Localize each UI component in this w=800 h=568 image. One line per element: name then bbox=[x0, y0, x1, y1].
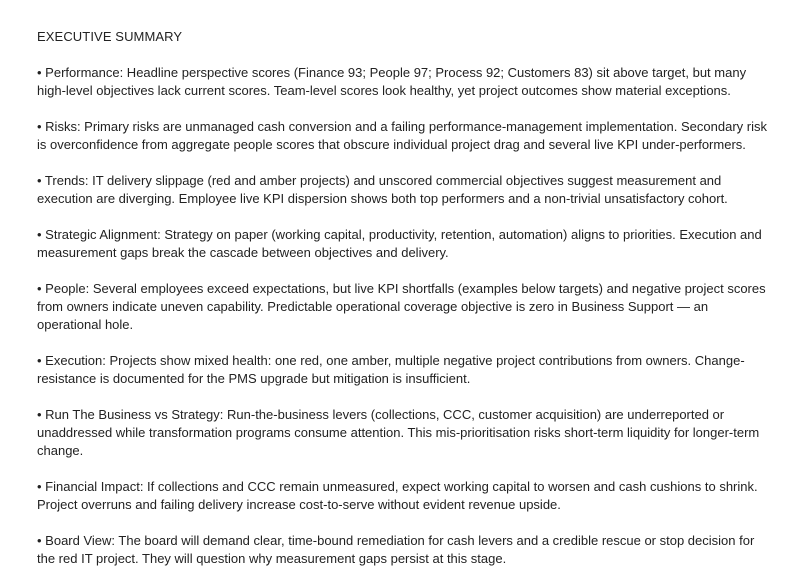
bullet-performance: • Performance: Headline perspective scores (Finance 93; People 97; Process 92; Customers 83) sit above target, but many high-level objectives lack current scores. Team-level scores look healthy, yet project outcomes show material exceptions. bbox=[37, 65, 747, 98]
bullet-board-view: • Board View: The board will demand clear, time-bound remediation for cash levers and a credible rescue or stop decision for the red IT project. They will question why measurement gaps persist at this stage. bbox=[37, 533, 755, 566]
bullet-run-the-business: • Run The Business vs Strategy: Run-the-business levers (collections, CCC, customer acquisition) are underreported or unaddressed while transformation programs consume attention. This mis-prioritisation risks short-term liquidity for longer-term change. bbox=[37, 407, 760, 458]
bullet-people: • People: Several employees exceed expectations, but live KPI shortfalls (examples below targets) and negative project scores from owners indicate uneven capability. Predictable operational coverage objective is zero in Business Support — an operational hole. bbox=[37, 281, 766, 332]
bullet-trends: • Trends: IT delivery slippage (red and amber projects) and unscored commercial objectives suggest measurement and execution are diverging. Employee live KPI dispersion shows both top performers and a non-trivial unsatisfactory cohort. bbox=[37, 173, 728, 206]
bullet-financial-impact: • Financial Impact: If collections and CCC remain unmeasured, expect working capital to worsen and cash cushions to shrink. Project overruns and failing delivery increase cost-to-serve without evident revenue upside. bbox=[37, 479, 758, 512]
section-heading: EXECUTIVE SUMMARY bbox=[37, 29, 183, 44]
bullet-strategic-alignment: • Strategic Alignment: Strategy on paper (working capital, productivity, retention, automation) aligns to priorities. Execution and measurement gaps break the cascade between objectives and delivery. bbox=[37, 227, 762, 260]
bullet-execution: • Execution: Projects show mixed health: one red, one amber, multiple negative project contributions from owners. Change-resistance is documented for the PMS upgrade but mitigation is insufficient. bbox=[37, 353, 745, 386]
bullet-risks: • Risks: Primary risks are unmanaged cash conversion and a failing performance-management implementation. Secondary risk is overconfidence from aggregate people scores that obscure individual project drag and several live KPI under-performers. bbox=[37, 119, 767, 152]
summary-bullet-list bbox=[37, 64, 770, 568]
